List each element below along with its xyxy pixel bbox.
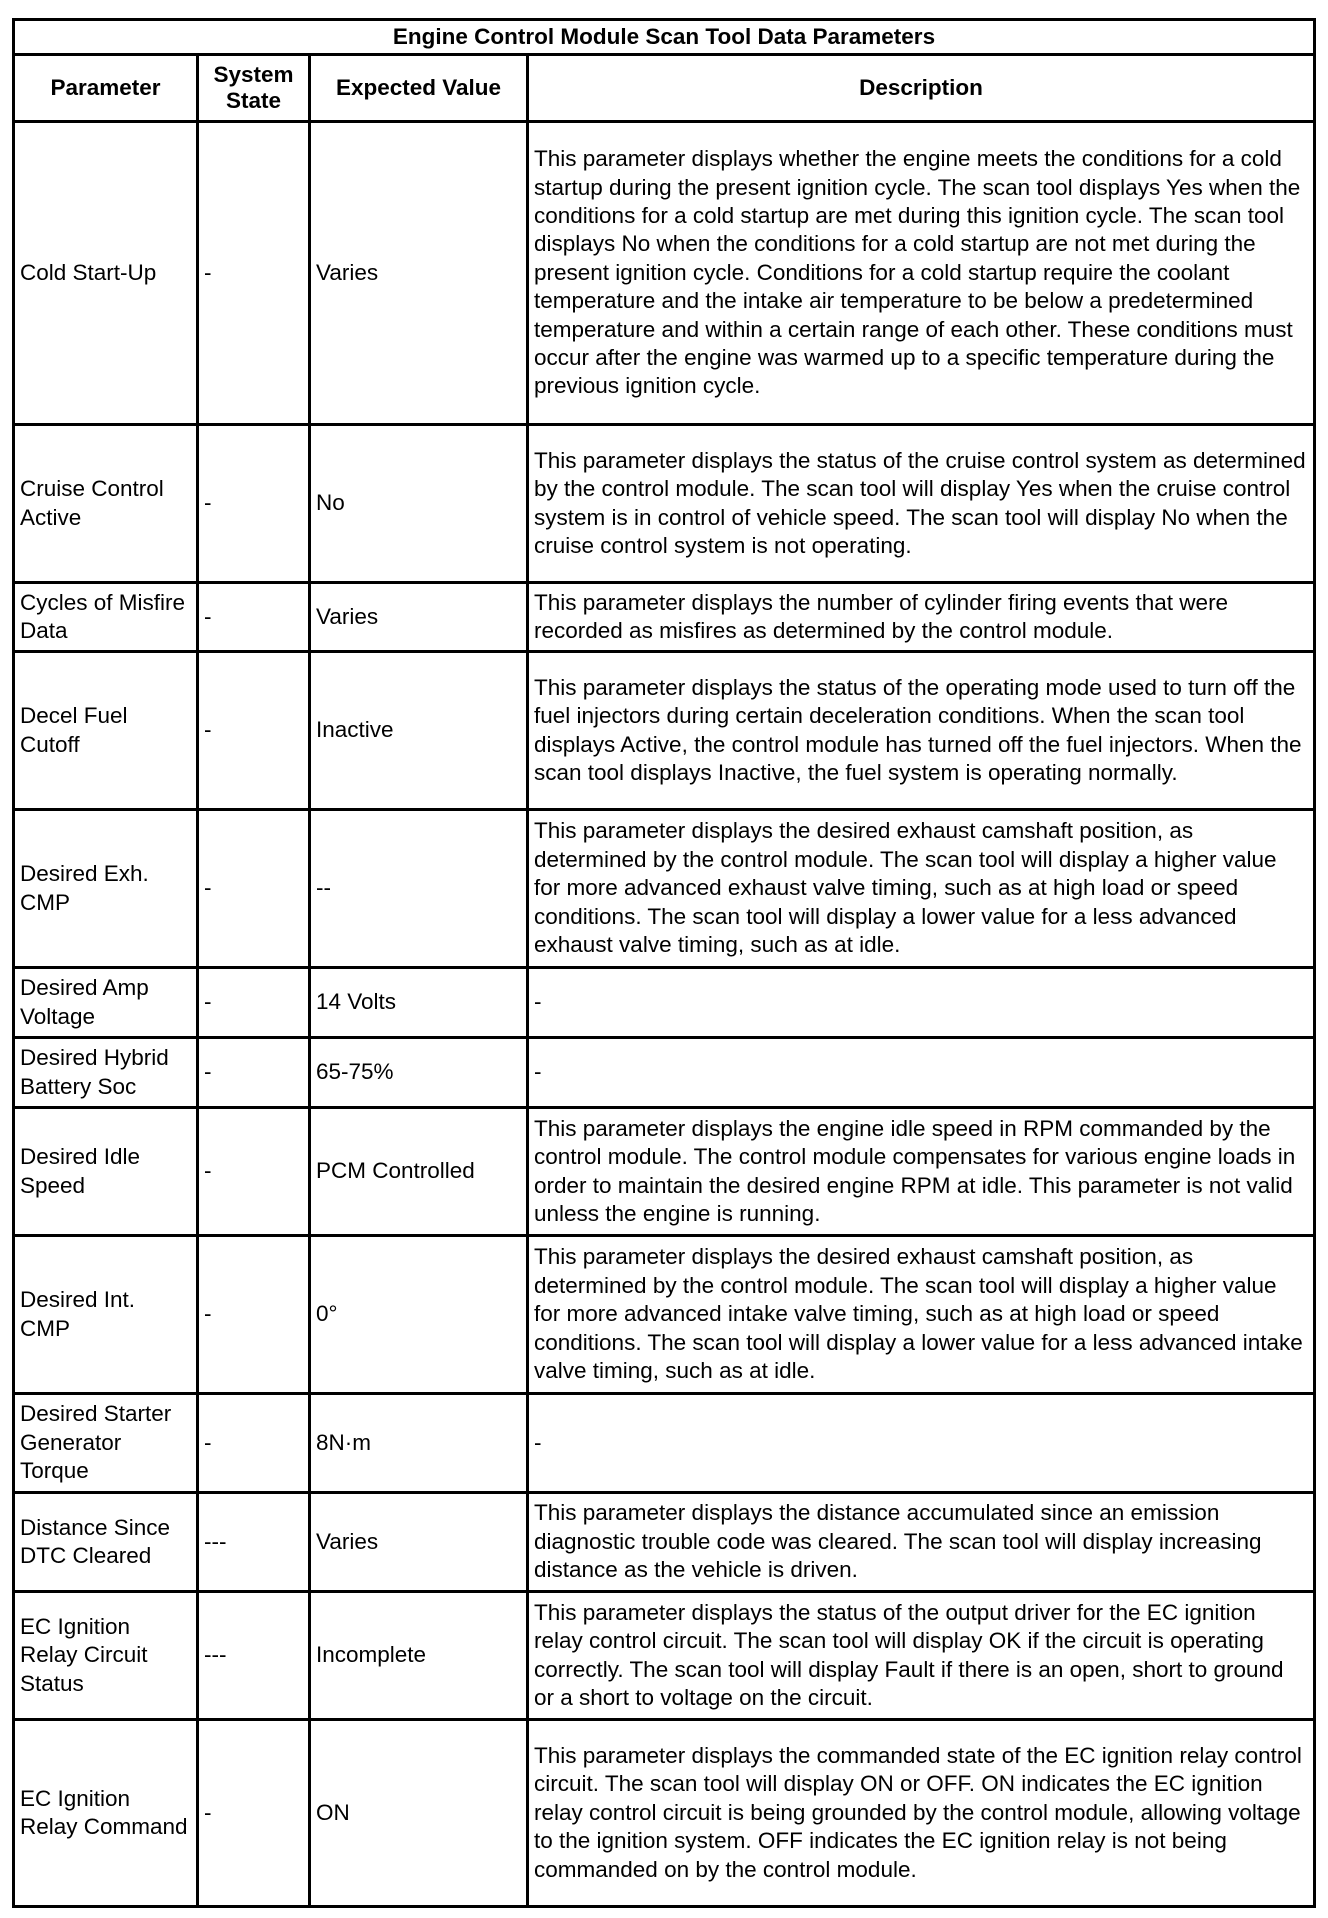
cell-description: This parameter displays whether the engine meets the conditions for a cold startup during the present ignition cycle. The scan tool displays Yes when the conditions for a cold startup are met during this ignition cycle. The scan tool displays No when the conditions for a cold startup are not met during the present ignition cycle. Conditions for a cold startup require the coolant temperature and the intake air temperature to be below a predetermined temperature and within a certain range of each other. These conditions must occur after the engine was warmed up to a specific temperature during the previous ignition cycle.: [528, 122, 1315, 425]
cell-system-state: ---: [198, 1493, 310, 1592]
cell-parameter: Desired Int. CMP: [14, 1236, 198, 1394]
table-row: [14, 1236, 1315, 1394]
cell-expected-value: Varies: [310, 583, 528, 652]
table-row: [14, 810, 1315, 968]
cell-parameter: Desired Idle Speed: [14, 1108, 198, 1236]
table-row: [14, 1038, 1315, 1108]
cell-system-state: -: [198, 968, 310, 1038]
cell-parameter: Cycles of Misfire Data: [14, 583, 198, 652]
cell-description: This parameter displays the desired exhaust camshaft position, as determined by the control module. The scan tool will display a higher value for more advanced exhaust valve timing, such as at high load or speed conditions. The scan tool will display a lower value for a less advanced exhaust valve timing, such as at idle.: [528, 810, 1315, 968]
cell-expected-value: 14 Volts: [310, 968, 528, 1038]
cell-parameter: EC Ignition Relay Command: [14, 1720, 198, 1907]
cell-parameter: Cold Start-Up: [14, 122, 198, 425]
cell-system-state: -: [198, 1394, 310, 1493]
column-header-system-state: System State: [198, 55, 310, 122]
cell-system-state: -: [198, 1038, 310, 1108]
cell-system-state: -: [198, 1108, 310, 1236]
table-row: [14, 1108, 1315, 1236]
cell-description: This parameter displays the desired exhaust camshaft position, as determined by the control module. The scan tool will display a higher value for more advanced intake valve timing, such as at high load or speed conditions. The scan tool will display a lower value for a less advanced intake valve timing, such as at idle.: [528, 1236, 1315, 1394]
cell-expected-value: Varies: [310, 122, 528, 425]
table-row: [14, 1720, 1315, 1907]
cell-system-state: ---: [198, 1592, 310, 1720]
table-row: [14, 425, 1315, 583]
cell-parameter: Desired Starter Generator Torque: [14, 1394, 198, 1493]
table-title: Engine Control Module Scan Tool Data Parameters: [14, 20, 1315, 55]
table-row: [14, 583, 1315, 652]
scan-data-table: [12, 18, 1316, 1908]
cell-parameter: Decel Fuel Cutoff: [14, 652, 198, 810]
cell-description: This parameter displays the status of the operating mode used to turn off the fuel injectors during certain deceleration conditions. When the scan tool displays Active, the control module has turned off the fuel injectors. When the scan tool displays Inactive, the fuel system is operating normally.: [528, 652, 1315, 810]
cell-system-state: -: [198, 425, 310, 583]
cell-expected-value: 8N·m: [310, 1394, 528, 1493]
column-header-row: [14, 55, 1315, 122]
cell-expected-value: Varies: [310, 1493, 528, 1592]
table-row: [14, 1493, 1315, 1592]
cell-system-state: -: [198, 1720, 310, 1907]
table-row: [14, 652, 1315, 810]
cell-description: -: [528, 968, 1315, 1038]
cell-expected-value: 65-75%: [310, 1038, 528, 1108]
cell-expected-value: No: [310, 425, 528, 583]
cell-expected-value: Incomplete: [310, 1592, 528, 1720]
cell-expected-value: 0°: [310, 1236, 528, 1394]
cell-description: This parameter displays the status of the output driver for the EC ignition relay control circuit. The scan tool will display OK if the circuit is operating correctly. The scan tool will display Fault if there is an open, short to ground or a short to voltage on the circuit.: [528, 1592, 1315, 1720]
scan-tool-data-sheet: [12, 18, 1316, 1908]
table-row: [14, 1592, 1315, 1720]
cell-expected-value: Inactive: [310, 652, 528, 810]
cell-parameter: Desired Hybrid Battery Soc: [14, 1038, 198, 1108]
cell-description: -: [528, 1394, 1315, 1493]
cell-expected-value: PCM Controlled: [310, 1108, 528, 1236]
cell-expected-value: --: [310, 810, 528, 968]
cell-description: This parameter displays the engine idle speed in RPM commanded by the control module. The control module compensates for various engine loads in order to maintain the desired engine RPM at idle. This parameter is not valid unless the engine is running.: [528, 1108, 1315, 1236]
table-title-row: [14, 20, 1315, 55]
cell-parameter: Cruise Control Active: [14, 425, 198, 583]
cell-parameter: Desired Exh. CMP: [14, 810, 198, 968]
cell-system-state: -: [198, 652, 310, 810]
cell-description: This parameter displays the status of the cruise control system as determined by the control module. The scan tool will display Yes when the cruise control system is in control of vehicle speed. The scan tool will display No when the cruise control system is not operating.: [528, 425, 1315, 583]
table-row: [14, 968, 1315, 1038]
cell-parameter: Distance Since DTC Cleared: [14, 1493, 198, 1592]
cell-system-state: -: [198, 1236, 310, 1394]
cell-description: This parameter displays the distance accumulated since an emission diagnostic trouble code was cleared. The scan tool will display increasing distance as the vehicle is driven.: [528, 1493, 1315, 1592]
table-row: [14, 122, 1315, 425]
column-header-expected-value: Expected Value: [310, 55, 528, 122]
cell-expected-value: ON: [310, 1720, 528, 1907]
cell-system-state: -: [198, 810, 310, 968]
column-header-parameter: Parameter: [14, 55, 198, 122]
table-row: [14, 1394, 1315, 1493]
cell-description: This parameter displays the number of cylinder firing events that were recorded as misfires as determined by the control module.: [528, 583, 1315, 652]
cell-description: This parameter displays the commanded state of the EC ignition relay control circuit. The scan tool will display ON or OFF. ON indicates the EC ignition relay control circuit is being grounded by the control module, allowing voltage to the ignition system. OFF indicates the EC ignition relay is not being commanded on by the control module.: [528, 1720, 1315, 1907]
cell-system-state: -: [198, 122, 310, 425]
cell-parameter: EC Ignition Relay Circuit Status: [14, 1592, 198, 1720]
cell-system-state: -: [198, 583, 310, 652]
cell-description: -: [528, 1038, 1315, 1108]
column-header-description: Description: [528, 55, 1315, 122]
cell-parameter: Desired Amp Voltage: [14, 968, 198, 1038]
